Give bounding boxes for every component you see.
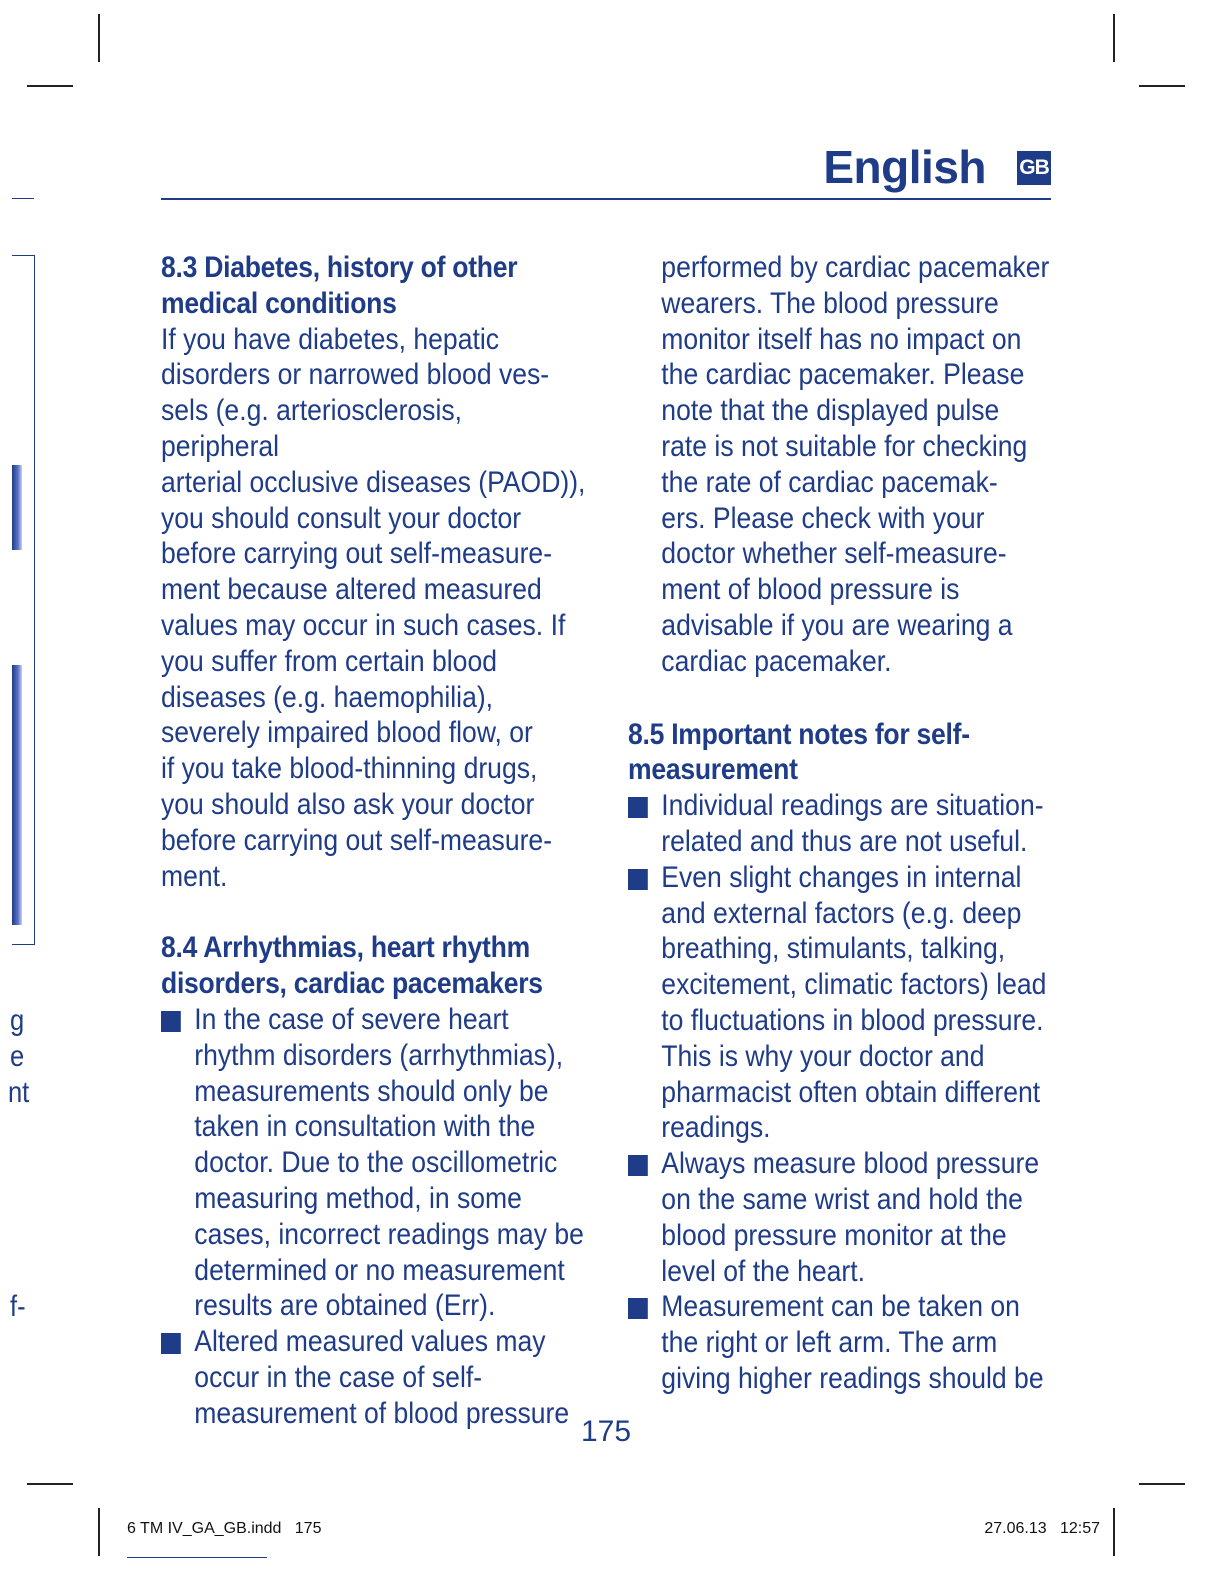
bullet-item: Measurement can be taken on the right or left arm. The arm giving higher readings should be: [628, 1289, 1056, 1396]
bullet-item: Altered measured values may occur in the case of self- measurement of blood pressure: [161, 1324, 586, 1431]
footer-file-info: 6 TM IV_GA_GB.indd 175: [127, 1520, 322, 1537]
bullet-square-icon: [161, 1333, 181, 1354]
bullet-square-icon: [628, 1298, 648, 1319]
adjacent-page-fragment: e: [10, 1040, 25, 1073]
section-spacer: [161, 894, 586, 930]
adjacent-page-fragment: f-: [10, 1290, 26, 1323]
page-number: 175: [580, 1415, 632, 1448]
crop-mark: [127, 1557, 267, 1558]
crop-mark: [1113, 1508, 1115, 1556]
bullet-item: Individual readings are situation- related and thus are not useful.: [628, 788, 1056, 860]
section-body-8-3: If you have diabetes, hepatic disorders or narrowed blood ves- sels (e.g. arteriosclerosis, peripheral arterial occlusive diseases (PAOD)), you should consult your doctor before carrying out self-measure- ment because altered measured values may occur in such cases. If you suffer from certain blood diseases (e.g. haemophilia), severely impaired blood flow, or if you take blood-thinning drugs, you should also ask your doctor before carrying out self-measure- ment.: [161, 322, 586, 893]
bullet-item: In the case of severe heart rhythm disorders (arrhythmias), measurements should only be taken in consultation with the doctor. Due to the oscillometric measuring method, in some cases, incorrect readings may be determined or no measurement results are obtained (Err).: [161, 1002, 586, 1324]
bullet-square-icon: [628, 1155, 648, 1176]
bullet-square-icon: [161, 1011, 181, 1032]
left-column: [161, 250, 586, 1432]
section-spacer: [628, 680, 1056, 717]
footer-datetime: 27.06.13 12:57: [984, 1520, 1100, 1537]
crop-mark: [1113, 14, 1115, 62]
adjacent-page-fragment: g: [10, 1004, 25, 1037]
section-heading-8-3: 8.3 Diabetes, history of other medical conditions: [161, 251, 518, 320]
adjacent-page-fragment: nt: [8, 1076, 30, 1109]
section-body-8-4-continued: performed by cardiac pacemaker wearers. The blood pressure monitor itself has no impact on the cardiac pacemaker. Please note that the displayed pulse rate is not suitable for checking the rate of cardiac pacemak- ers. Please check with your doctor whether self-measure- ment of blood pressure is advisable if you are wearing a cardiac pacemaker.: [661, 251, 1050, 678]
bullet-item: Always measure blood pressure on the same wrist and hold the blood pressure monitor at the level of the heart.: [628, 1146, 1056, 1289]
adjacent-page-bar: [12, 465, 22, 550]
language-badge: GB: [1017, 151, 1051, 185]
crop-mark: [27, 85, 73, 87]
right-column: [628, 250, 1056, 1397]
bullet-square-icon: [628, 797, 648, 818]
section-heading-8-4: 8.4 Arrhythmias, heart rhythm disorders, cardiac pacemakers: [161, 931, 543, 1001]
adjacent-page-bar: [12, 665, 22, 925]
language-title: English: [823, 141, 986, 193]
bullet-item: Even slight changes in internal and external factors (e.g. deep breathing, stimulants, talking, excitement, climatic factors) lead to fluctuations in blood pressure. This is why your doctor and pharmacist often obtain different readings.: [628, 860, 1056, 1146]
bullet-square-icon: [628, 869, 648, 890]
crop-mark: [12, 198, 34, 199]
header-rule: [161, 198, 1051, 200]
section-heading-8-5: 8.5 Important notes for self- measurement: [628, 717, 970, 787]
crop-mark: [98, 1508, 100, 1556]
crop-mark: [1139, 85, 1185, 87]
crop-mark: [1139, 1483, 1185, 1485]
crop-mark: [27, 1483, 73, 1485]
crop-mark: [98, 14, 100, 62]
